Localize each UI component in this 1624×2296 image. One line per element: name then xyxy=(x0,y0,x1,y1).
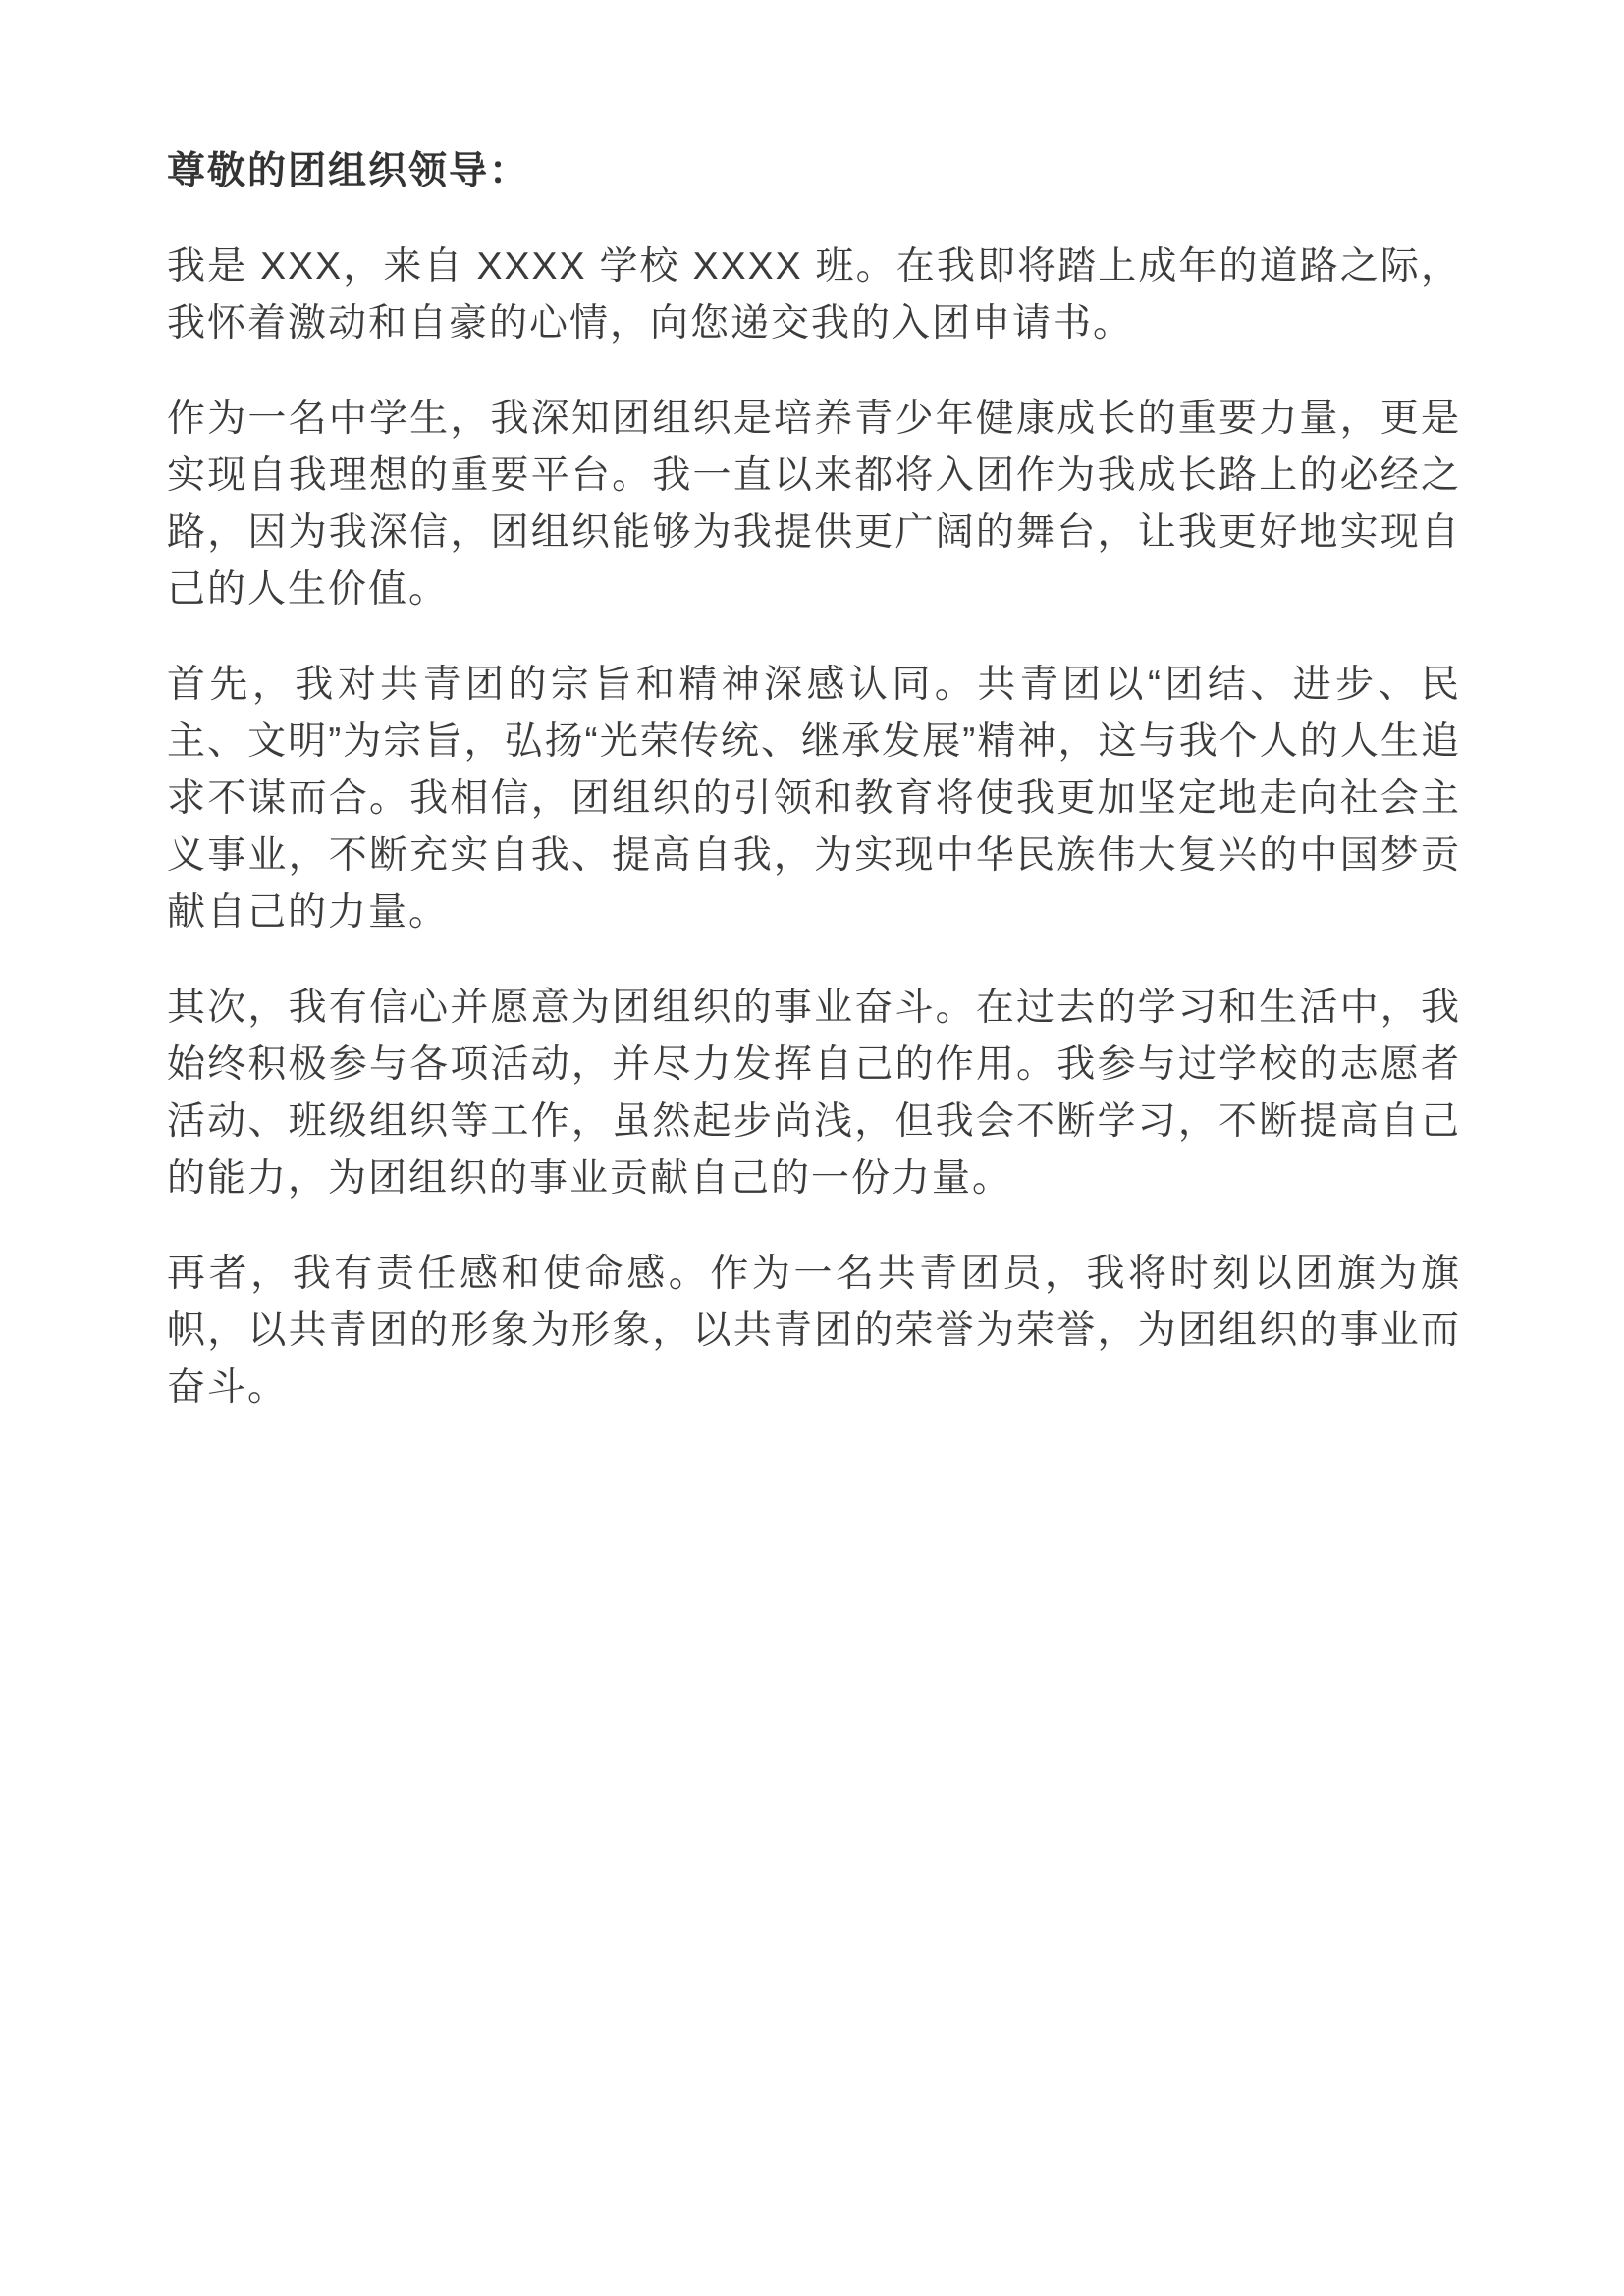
paragraph-introduction: 我是 XXX，来自 XXXX 学校 XXXX 班。在我即将踏上成年的道路之际，我怀着激动和自豪的心情，向您递交我的入团申请书。 xyxy=(167,245,1461,345)
salutation: 尊敬的团组织领导： xyxy=(167,150,530,192)
letter-body xyxy=(167,143,1461,1416)
paragraph-motivation: 作为一名中学生，我深知团组织是培养青少年健康成长的重要力量，更是实现自我理想的重要平台。我一直以来都将入团作为我成长路上的必经之路，因为我深信，团组织能够为我提供更广阔的舞台，让我更好地实现自己的人生价值。 xyxy=(167,398,1461,611)
paragraph-reason-second: 其次，我有信心并愿意为团组织的事业奋斗。在过去的学习和生活中，我始终积极参与各项活动，并尽力发挥自己的作用。我参与过学校的志愿者活动、班级组织等工作，虽然起步尚浅，但我会不断学习，不断提高自己的能力，为团组织的事业贡献自己的一份力量。 xyxy=(167,987,1461,1200)
paragraph-reason-first: 首先，我对共青团的宗旨和精神深感认同。共青团以“团结、进步、民主、文明”为宗旨，弘扬“光荣传统、继承发展”精神，这与我个人的人生追求不谋而合。我相信，团组织的引领和教育将使我更加坚定地走向社会主义事业，不断充实自我、提高自我，为实现中华民族伟大复兴的中国梦贡献自己的力量。 xyxy=(167,664,1461,934)
paragraph-reason-third: 再者，我有责任感和使命感。作为一名共青团员，我将时刻以团旗为旗帜，以共青团的形象为形象，以共青团的荣誉为荣誉，为团组织的事业而奋斗。 xyxy=(167,1253,1461,1409)
